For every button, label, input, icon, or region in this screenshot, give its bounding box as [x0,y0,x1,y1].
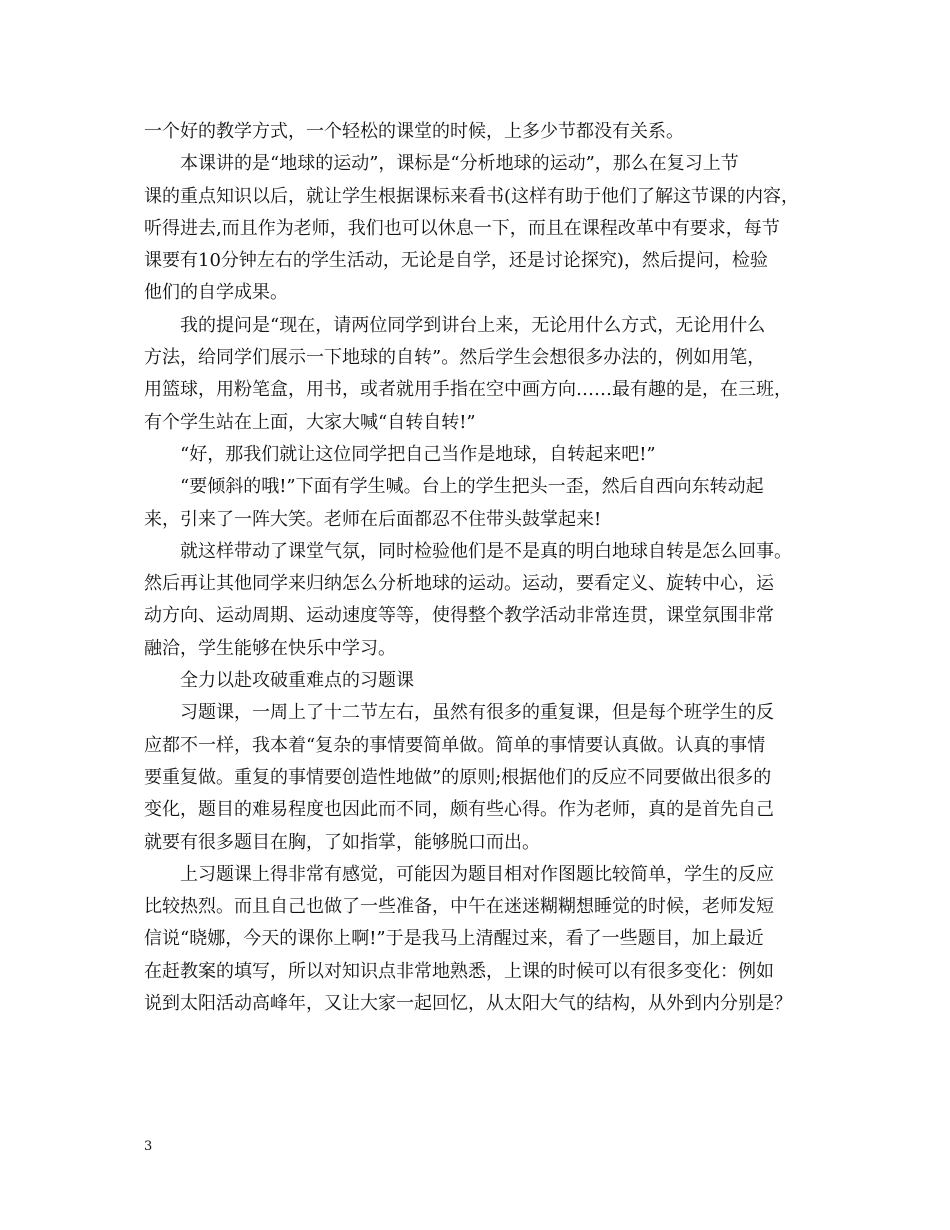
text-line: 有个学生站在上面，大家大喊“自转自转!” [144,411,476,433]
text-line: “要倾斜的哦!”下面有学生喊。台上的学生把头一歪，然后自西向东转动起 [180,476,764,498]
text-line: 用篮球，用粉笔盒，用书，或者就用手指在空中画方向……最有趣的是，在三班， [144,379,792,401]
text-line: 动方向、运动周期、运动速度等等，使得整个教学活动非常连贯，课堂氛围非常 [144,605,774,627]
text-line: “好，那我们就让这位同学把自己当作是地球，自转起来吧!” [180,443,656,465]
text-line: 本课讲的是“地球的运动”，课标是“分析地球的运动”，那么在复习上节 [180,153,739,175]
text-line: 上习题课上得非常有感觉，可能因为题目相对作图题比较简单，学生的反应 [180,863,774,885]
text-line: 课要有10分钟左右的学生活动，无论是自学，还是讨论探究)，然后提问，检验 [144,250,768,272]
text-line: 课的重点知识以后，就让学生根据课标来看书(这样有助于他们了解这节课的内容， [144,185,800,207]
text-line: 然后再让其他同学来归纳怎么分析地球的运动。运动，要看定义、旋转中心，运 [144,573,774,595]
text-line: 应都不一样，我本着“复杂的事情要简单做。简单的事情要认真做。认真的事情 [144,734,766,756]
text-line: 方法，给同学们展示一下地球的自转”。然后学生会想很多办法的，例如用笔， [144,347,766,369]
text-line: 比较热烈。而且自己也做了一些准备，中午在迷迷糊糊想睡觉的时候，老师发短 [144,896,774,918]
text-line: 他们的自学成果。 [144,282,288,304]
text-line: 信说“晓娜，今天的课你上啊!”于是我马上清醒过来，看了一些题目，加上最近 [144,928,764,950]
text-line: 我的提问是“现在，请两位同学到讲台上来，无论用什么方式，无论用什么 [180,314,766,336]
document-body [144,116,816,1020]
text-line: 就要有很多题目在胸，了如指掌，能够脱口而出。 [144,831,540,853]
text-line: 变化，题目的难易程度也因此而不同，颇有些心得。作为老师，真的是首先自己 [144,799,774,821]
text-line: 一个好的教学方式，一个轻松的课堂的时候，上多少节都没有关系。 [144,121,684,142]
text-line: 说到太阳活动高峰年，又让大家一起回忆，从太阳大气的结构，从外到内分别是？ [144,993,792,1015]
text-line: 听得进去,而且作为老师，我们也可以休息一下，而且在课程改革中有要求，每节 [144,217,780,239]
text-line: 就这样带动了课堂气氛，同时检验他们是不是真的明白地球自转是怎么回事。 [180,540,792,562]
text-line: 在赶教案的填写，所以对知识点非常地熟悉，上课的时候可以有很多变化：例如 [144,960,774,982]
text-line: 全力以赴攻破重难点的习题课 [180,670,414,692]
text-line: 习题课，一周上了十二节左右，虽然有很多的重复课，但是每个班学生的反 [180,702,774,724]
text-line: 融洽，学生能够在快乐中学习。 [144,637,396,659]
text-line: 要重复做。重复的事情要创造性地做”的原则;根据他们的反应不同要做出很多的 [144,766,772,788]
text-line: 来，引来了一阵大笑。老师在后面都忍不住带头鼓掌起来! [144,508,602,530]
page-number: 3 [144,1139,153,1154]
